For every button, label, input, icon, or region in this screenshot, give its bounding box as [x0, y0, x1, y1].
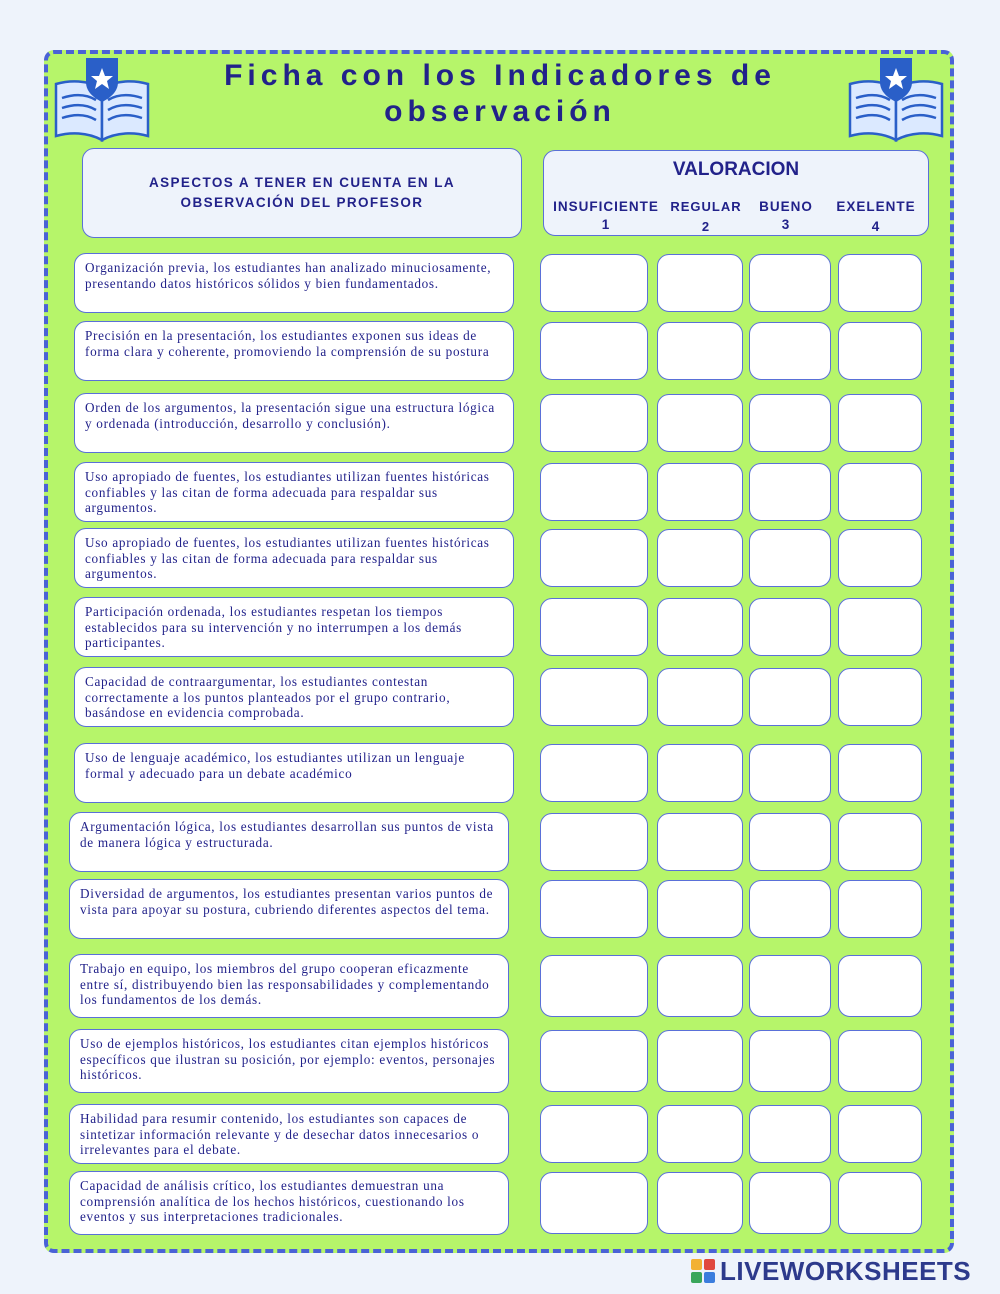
rating-box-1[interactable] — [540, 394, 648, 452]
level-exelente: EXELENTE 4 — [836, 199, 916, 234]
rating-box-1[interactable] — [540, 598, 648, 656]
rating-title: VALORACION — [672, 159, 800, 180]
rating-box-4[interactable] — [838, 394, 922, 452]
rating-box-2[interactable] — [657, 1030, 743, 1092]
rating-box-2[interactable] — [657, 322, 743, 380]
rating-box-3[interactable] — [749, 322, 831, 380]
rating-box-2[interactable] — [657, 813, 743, 871]
rating-box-1[interactable] — [540, 880, 648, 938]
book-emblem-icon-right — [846, 52, 946, 148]
rating-box-3[interactable] — [749, 880, 831, 938]
rating-box-3[interactable] — [749, 668, 831, 726]
rating-box-3[interactable] — [749, 254, 831, 312]
level-bueno: BUENO 3 — [759, 199, 813, 232]
rating-box-2[interactable] — [657, 955, 743, 1017]
rating-box-1[interactable] — [540, 955, 648, 1017]
rating-box-4[interactable] — [838, 529, 922, 587]
book-emblem-icon-left — [52, 52, 152, 148]
rating-box-3[interactable] — [749, 955, 831, 1017]
rating-box-3[interactable] — [749, 1172, 831, 1234]
indicator-text: Organización previa, los estudiantes han analizado minuciosamente, presentando datos históricos sólidos y bien fundamentados. — [74, 253, 514, 313]
rating-box-4[interactable] — [838, 813, 922, 871]
rating-box-1[interactable] — [540, 1105, 648, 1163]
rating-box-3[interactable] — [749, 813, 831, 871]
brand-name: LIVEWORKSHEETS — [720, 1255, 972, 1286]
rating-box-1[interactable] — [540, 254, 648, 312]
indicator-text: Diversidad de argumentos, los estudiantes presentan varios puntos de vista para apoyar su postura, cubriendo diferentes aspectos del tema. — [69, 879, 509, 939]
rating-box-4[interactable] — [838, 1105, 922, 1163]
rating-box-2[interactable] — [657, 1105, 743, 1163]
rating-box-1[interactable] — [540, 529, 648, 587]
rating-box-4[interactable] — [838, 1172, 922, 1234]
rating-box-1[interactable] — [540, 813, 648, 871]
indicator-text: Uso de ejemplos históricos, los estudiantes citan ejemplos históricos específicos que ilustran su posición, por ejemplo: eventos, personajes históricos. — [69, 1029, 509, 1093]
rating-box-3[interactable] — [749, 463, 831, 521]
rating-box-3[interactable] — [749, 598, 831, 656]
rating-box-4[interactable] — [838, 1030, 922, 1092]
rating-box-4[interactable] — [838, 744, 922, 802]
indicator-text: Capacidad de análisis crítico, los estudiantes demuestran una comprensión analítica de los hechos históricos, cuestionando los eventos y sus interpretaciones tradicionales. — [69, 1171, 509, 1235]
indicator-text: Uso apropiado de fuentes, los estudiantes utilizan fuentes históricas confiables y las citan de forma adecuada para respaldar sus argumentos. — [74, 528, 514, 588]
liveworksheets-logo — [690, 1256, 971, 1286]
rating-box-2[interactable] — [657, 880, 743, 938]
rating-box-2[interactable] — [657, 394, 743, 452]
rating-box-3[interactable] — [749, 1030, 831, 1092]
rating-box-2[interactable] — [657, 254, 743, 312]
rating-box-2[interactable] — [657, 668, 743, 726]
rating-box-1[interactable] — [540, 744, 648, 802]
rating-box-4[interactable] — [838, 463, 922, 521]
indicator-text: Orden de los argumentos, la presentación sigue una estructura lógica y ordenada (introducción, desarrollo y conclusión). — [74, 393, 514, 453]
aspects-header: ASPECTOS A TENER EN CUENTA EN LA OBSERVACIÓN DEL PROFESOR — [82, 148, 522, 238]
rating-box-4[interactable] — [838, 254, 922, 312]
rating-box-1[interactable] — [540, 668, 648, 726]
rating-box-2[interactable] — [657, 529, 743, 587]
level-insuficiente: INSUFICIENTE 1 — [553, 199, 659, 232]
indicator-text: Trabajo en equipo, los miembros del grupo cooperan eficazmente entre sí, distribuyendo bien las responsabilidades y complementando los fundamentos de los demás. — [69, 954, 509, 1018]
level-regular: REGULAR 2 — [670, 199, 742, 234]
rating-box-1[interactable] — [540, 1172, 648, 1234]
indicator-text: Uso apropiado de fuentes, los estudiantes utilizan fuentes históricas confiables y las citan de forma adecuada para respaldar sus argumentos. — [74, 462, 514, 522]
page-title: Ficha con los Indicadores de observación — [224, 59, 776, 128]
rating-box-2[interactable] — [657, 744, 743, 802]
rating-box-1[interactable] — [540, 322, 648, 380]
rating-box-3[interactable] — [749, 394, 831, 452]
rating-box-4[interactable] — [838, 668, 922, 726]
rating-box-3[interactable] — [749, 744, 831, 802]
indicator-text: Habilidad para resumir contenido, los estudiantes son capaces de sintetizar información relevante y de desechar datos innecesarios o irrelevantes para el debate. — [69, 1104, 509, 1164]
rating-box-1[interactable] — [540, 1030, 648, 1092]
rating-box-2[interactable] — [657, 1172, 743, 1234]
indicator-text: Capacidad de contraargumentar, los estudiantes contestan correctamente a los puntos planteados por el grupo contrario, basándose en evidencia comprobada. — [74, 667, 514, 727]
rating-box-1[interactable] — [540, 463, 648, 521]
rating-box-2[interactable] — [657, 598, 743, 656]
rating-box-4[interactable] — [838, 955, 922, 1017]
rating-box-3[interactable] — [749, 529, 831, 587]
liveworksheets-logo-icon — [690, 1258, 716, 1284]
indicator-text: Precisión en la presentación, los estudiantes exponen sus ideas de forma clara y coherente, promoviendo la comprensión de su postura — [74, 321, 514, 381]
indicator-text: Uso de lenguaje académico, los estudiantes utilizan un lenguaje formal y adecuado para un debate académico — [74, 743, 514, 803]
indicator-text: Participación ordenada, los estudiantes respetan los tiempos establecidos para su intervención y no interrumpen a los demás participantes. — [74, 597, 514, 657]
rating-header — [543, 150, 929, 236]
rating-box-3[interactable] — [749, 1105, 831, 1163]
rating-box-4[interactable] — [838, 598, 922, 656]
rating-box-4[interactable] — [838, 322, 922, 380]
rating-box-4[interactable] — [838, 880, 922, 938]
indicator-text: Argumentación lógica, los estudiantes desarrollan sus puntos de vista de manera lógica y estructurada. — [69, 812, 509, 872]
rating-box-2[interactable] — [657, 463, 743, 521]
